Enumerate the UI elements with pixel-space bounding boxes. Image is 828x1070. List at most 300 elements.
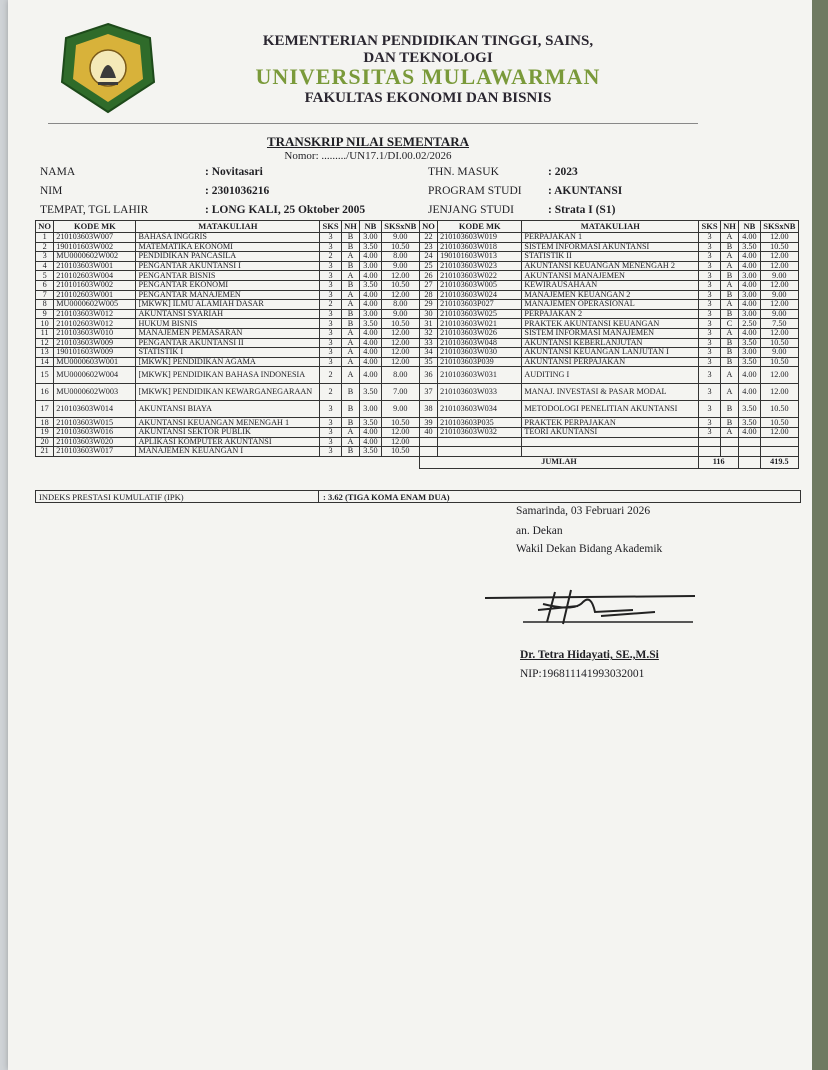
header-divider: [48, 123, 698, 124]
cell-nb: 4.00: [360, 357, 382, 367]
cell-nb: 3.00: [739, 290, 761, 300]
cell-nb: 4.00: [360, 367, 382, 384]
table-row: [36, 418, 799, 428]
cell-sks: 3: [699, 418, 721, 428]
cell-nh: C: [720, 319, 738, 329]
cell-nb: 3.00: [360, 261, 382, 271]
cell-nh: A: [341, 338, 359, 348]
cell-no: 6: [36, 280, 54, 290]
cell-matakuliah: PERPAJAKAN 1: [522, 233, 699, 243]
cell-matakuliah: MANAJEMEN KEUANGAN 2: [522, 290, 699, 300]
cell-sksxnb: 12.00: [381, 271, 419, 281]
cell-nb: 4.00: [360, 338, 382, 348]
cell-sksxnb: 12.00: [381, 338, 419, 348]
university-logo-icon: [58, 22, 158, 114]
cell-nb: 3.50: [360, 447, 382, 457]
nama-label: NAMA: [40, 166, 76, 178]
jumlah-total: 419.5: [760, 456, 798, 468]
cell-sksxnb: 10.50: [760, 418, 798, 428]
cell-nh: B: [720, 418, 738, 428]
cell-nh: A: [720, 427, 738, 437]
nim-value: : 2301036216: [205, 185, 270, 197]
cell-matakuliah: PENGANTAR EKONOMI: [136, 280, 320, 290]
cell-sksxnb: 12.00: [381, 328, 419, 338]
cell-nh: A: [720, 261, 738, 271]
cell-no: 14: [36, 357, 54, 367]
cell-matakuliah: AKUNTANSI PERPAJAKAN: [522, 357, 699, 367]
cell-nb: 4.00: [360, 252, 382, 262]
cell-sks: 3: [320, 280, 342, 290]
cell-sksxnb: 9.00: [381, 261, 419, 271]
ttl-label: TEMPAT, TGL LAHIR: [40, 204, 149, 216]
ministry-line2: DAN TEKNOLOGI: [363, 50, 493, 66]
cell-no: 17: [36, 401, 54, 418]
empty-cell: [522, 447, 699, 457]
cell-matakuliah: AKUNTANSI KEUANGAN LANJUTAN I: [522, 348, 699, 358]
cell-nb: 3.00: [739, 348, 761, 358]
table-row: [36, 319, 799, 329]
cell-nh: A: [341, 300, 359, 310]
cell-kode: 190101603W009: [54, 348, 136, 358]
cell-sksxnb: 9.00: [381, 309, 419, 319]
cell-kode: 210103603W032: [438, 427, 522, 437]
cell-no: 4: [36, 261, 54, 271]
transcript-paper: [8, 0, 814, 1070]
cell-no: 12: [36, 338, 54, 348]
cell-matakuliah: AKUNTANSI MANAJEMEN: [522, 271, 699, 281]
cell-kode: MU0000602W004: [54, 367, 136, 384]
cell-kode: 210102603W004: [54, 271, 136, 281]
cell-kode: 210103603W005: [438, 280, 522, 290]
cell-kode: 210103603W034: [438, 401, 522, 418]
cell-nb: 2.50: [739, 319, 761, 329]
cell-sks: 3: [699, 367, 721, 384]
cell-nb: 4.00: [739, 427, 761, 437]
cell-sks: 3: [320, 328, 342, 338]
cell-sksxnb: 9.00: [760, 348, 798, 358]
cell-no: 32: [419, 328, 437, 338]
cell-matakuliah: BAHASA INGGRIS: [136, 233, 320, 243]
cell-sks: 3: [699, 309, 721, 319]
cell-no: 27: [419, 280, 437, 290]
cell-nb: 3.50: [360, 418, 382, 428]
cell-no: 30: [419, 309, 437, 319]
cell-kode: 190101603W002: [54, 242, 136, 252]
cell-sks: 3: [699, 280, 721, 290]
cell-nh: B: [720, 338, 738, 348]
handwritten-signature: [483, 582, 703, 630]
cell-sks: 3: [699, 300, 721, 310]
cell-sksxnb: 12.00: [381, 357, 419, 367]
cell-sks: 2: [320, 367, 342, 384]
cell-kode: 210103603W030: [438, 348, 522, 358]
cell-sksxnb: 8.00: [381, 300, 419, 310]
cell-nh: A: [341, 290, 359, 300]
cell-kode: 210103603W022: [438, 271, 522, 281]
prodi-label: PROGRAM STUDI: [428, 185, 522, 197]
cell-nb: 3.50: [739, 357, 761, 367]
table-row: [36, 401, 799, 418]
empty-cell: [699, 437, 721, 447]
cell-sksxnb: 9.00: [760, 309, 798, 319]
cell-sksxnb: 12.00: [760, 328, 798, 338]
cell-kode: 210103603W001: [54, 261, 136, 271]
cell-no: 33: [419, 338, 437, 348]
cell-nb: 4.00: [360, 271, 382, 281]
empty-cell: [760, 437, 798, 447]
cell-sks: 3: [320, 233, 342, 243]
cell-no: 8: [36, 300, 54, 310]
cell-matakuliah: MANAJEMEN KEUANGAN I: [136, 447, 320, 457]
an-dekan: an. Dekan: [516, 525, 563, 537]
cell-sksxnb: 10.50: [381, 418, 419, 428]
cell-nh: B: [720, 271, 738, 281]
cell-matakuliah: PENGANTAR AKUNTANSI I: [136, 261, 320, 271]
cell-nb: 4.00: [739, 328, 761, 338]
cell-sksxnb: 10.50: [381, 319, 419, 329]
table-row: [36, 328, 799, 338]
cell-nh: B: [341, 319, 359, 329]
col-header: NO: [419, 221, 437, 233]
cell-nb: 4.00: [360, 300, 382, 310]
cell-sksxnb: 12.00: [381, 427, 419, 437]
table-row: [36, 261, 799, 271]
cell-sks: 3: [699, 328, 721, 338]
col-header: NO: [36, 221, 54, 233]
cell-matakuliah: MANAJEMEN PEMASARAN: [136, 328, 320, 338]
cell-matakuliah: STATISTIK II: [522, 252, 699, 262]
cell-nh: A: [720, 300, 738, 310]
cell-nb: 4.00: [360, 427, 382, 437]
cell-nh: B: [341, 280, 359, 290]
cell-kode: 210103603W018: [438, 242, 522, 252]
col-header: SKSxNB: [760, 221, 798, 233]
cell-kode: 210103603W031: [438, 367, 522, 384]
cell-nb: 3.50: [360, 384, 382, 401]
cell-sks: 3: [320, 437, 342, 447]
cell-nh: B: [341, 261, 359, 271]
cell-kode: 190101603W013: [438, 252, 522, 262]
ipk-separator: [318, 491, 319, 502]
cell-sks: 3: [699, 338, 721, 348]
ipk-value: : 3.62 (TIGA KOMA ENAM DUA): [323, 492, 450, 502]
cell-nh: B: [720, 309, 738, 319]
cell-no: 28: [419, 290, 437, 300]
cell-matakuliah: PENGANTAR MANAJEMEN: [136, 290, 320, 300]
cell-kode: 210102603W012: [54, 319, 136, 329]
cell-no: 36: [419, 367, 437, 384]
cell-nh: A: [720, 328, 738, 338]
cell-matakuliah: METODOLOGI PENELITIAN AKUNTANSI: [522, 401, 699, 418]
cell-nb: 4.00: [739, 252, 761, 262]
cell-sksxnb: 12.00: [760, 280, 798, 290]
cell-nb: 3.50: [739, 401, 761, 418]
cell-nh: B: [341, 309, 359, 319]
cell-no: 5: [36, 271, 54, 281]
cell-matakuliah: PRAKTEK PERPAJAKAN: [522, 418, 699, 428]
cell-nb: 4.00: [739, 261, 761, 271]
cell-nb: 4.00: [739, 300, 761, 310]
cell-sksxnb: 12.00: [381, 437, 419, 447]
cell-sks: 3: [699, 348, 721, 358]
cell-matakuliah: AKUNTANSI SYARIAH: [136, 309, 320, 319]
cell-kode: 210103603W015: [54, 418, 136, 428]
cell-sksxnb: 12.00: [760, 300, 798, 310]
cell-nb: 4.00: [739, 233, 761, 243]
cell-no: 25: [419, 261, 437, 271]
cell-nh: A: [720, 252, 738, 262]
col-header: NH: [341, 221, 359, 233]
cell-sks: 3: [699, 427, 721, 437]
cell-nh: A: [341, 437, 359, 447]
cell-matakuliah: AKUNTANSI KEUANGAN MENENGAH 2: [522, 261, 699, 271]
cell-sks: 3: [699, 233, 721, 243]
cell-sksxnb: 8.00: [381, 367, 419, 384]
table-row: [36, 271, 799, 281]
cell-kode: 210103603W012: [54, 309, 136, 319]
cell-matakuliah: AKUNTANSI BIAYA: [136, 401, 320, 418]
cell-nh: B: [341, 242, 359, 252]
cell-matakuliah: PERPAJAKAN 2: [522, 309, 699, 319]
col-header: MATAKULIAH: [136, 221, 320, 233]
empty-cell: [522, 437, 699, 447]
masuk-label: THN. MASUK: [428, 166, 499, 178]
cell-kode: 210103603W025: [438, 309, 522, 319]
col-header: KODE MK: [438, 221, 522, 233]
cell-matakuliah: PENGANTAR AKUNTANSI II: [136, 338, 320, 348]
jumlah-sks: 116: [699, 456, 739, 468]
cell-no: 22: [419, 233, 437, 243]
cell-kode: 210103603P039: [438, 357, 522, 367]
cell-kode: 210103603W026: [438, 328, 522, 338]
empty-cell: [760, 447, 798, 457]
cell-nb: 3.50: [360, 319, 382, 329]
cell-matakuliah: SISTEM INFORMASI AKUNTANSI: [522, 242, 699, 252]
cell-nh: A: [341, 348, 359, 358]
cell-sksxnb: 10.50: [760, 242, 798, 252]
cell-matakuliah: AKUNTANSI KEUANGAN MENENGAH 1: [136, 418, 320, 428]
university-name: UNIVERSITAS MULAWARMAN: [255, 64, 601, 89]
cell-sks: 2: [320, 300, 342, 310]
cell-nh: B: [720, 357, 738, 367]
cell-nb: 4.00: [739, 280, 761, 290]
cell-nh: B: [720, 242, 738, 252]
cell-no: 38: [419, 401, 437, 418]
cell-sks: 3: [320, 242, 342, 252]
cell-sks: 3: [699, 319, 721, 329]
cell-sks: 3: [699, 242, 721, 252]
cell-sks: 3: [320, 418, 342, 428]
masuk-value: : 2023: [548, 166, 578, 178]
empty-cell: [419, 437, 437, 447]
cell-matakuliah: MANAJ. INVESTASI & PASAR MODAL: [522, 384, 699, 401]
cell-no: 37: [419, 384, 437, 401]
cell-no: 20: [36, 437, 54, 447]
cell-nh: B: [341, 233, 359, 243]
cell-kode: 210103603W009: [54, 338, 136, 348]
cell-kode: MU0000602W003: [54, 384, 136, 401]
cell-sks: 3: [320, 357, 342, 367]
cell-kode: 210103603W033: [438, 384, 522, 401]
cell-matakuliah: [MKWK] PENDIDIKAN BAHASA INDONESIA: [136, 367, 320, 384]
jenjang-label: JENJANG STUDI: [428, 204, 514, 216]
cell-no: 21: [36, 447, 54, 457]
table-row: [36, 384, 799, 401]
cell-kode: 210103603W024: [438, 290, 522, 300]
cell-nh: A: [720, 233, 738, 243]
table-row: [36, 427, 799, 437]
place-date: Samarinda, 03 Februari 2026: [516, 505, 651, 517]
table-row: [36, 233, 799, 243]
cell-no: 39: [419, 418, 437, 428]
ipk-row: [35, 490, 801, 503]
cell-kode: MU0000603W001: [54, 357, 136, 367]
cell-sksxnb: 12.00: [760, 427, 798, 437]
cell-no: 11: [36, 328, 54, 338]
cell-kode: 210103603W019: [438, 233, 522, 243]
cell-sksxnb: 8.00: [381, 252, 419, 262]
cell-no: 31: [419, 319, 437, 329]
ipk-label: INDEKS PRESTASI KUMULATIF (IPK): [39, 492, 184, 502]
cell-sks: 3: [320, 447, 342, 457]
cell-no: 10: [36, 319, 54, 329]
document-title: TRANSKRIP NILAI SEMENTARA: [266, 134, 469, 149]
cell-nb: 3.00: [739, 271, 761, 281]
empty-cell: [699, 447, 721, 457]
cell-sksxnb: 10.50: [381, 242, 419, 252]
prodi-value: : AKUNTANSI: [548, 185, 623, 197]
cell-sks: 3: [320, 309, 342, 319]
empty-cell: [739, 456, 761, 468]
cell-sks: 3: [320, 319, 342, 329]
nama-value: : Novitasari: [205, 166, 263, 178]
cell-nh: B: [341, 418, 359, 428]
cell-sksxnb: 12.00: [760, 252, 798, 262]
cell-sks: 3: [320, 261, 342, 271]
cell-matakuliah: AKUNTANSI KEBERLANJUTAN: [522, 338, 699, 348]
table-row: [36, 338, 799, 348]
cell-no: 9: [36, 309, 54, 319]
cell-sks: 3: [699, 252, 721, 262]
faculty-name: FAKULTAS EKONOMI DAN BISNIS: [304, 90, 552, 106]
cell-sksxnb: 12.00: [760, 261, 798, 271]
cell-kode: 210103603W048: [438, 338, 522, 348]
cell-sksxnb: 9.00: [381, 233, 419, 243]
cell-matakuliah: HUKUM BISNIS: [136, 319, 320, 329]
cell-no: 3: [36, 252, 54, 262]
cell-matakuliah: APLIKASI KOMPUTER AKUNTANSI: [136, 437, 320, 447]
ttl-value: : LONG KALI, 25 Oktober 2005: [205, 204, 366, 216]
cell-matakuliah: KEWIRAUSAHAAN: [522, 280, 699, 290]
col-header: KODE MK: [54, 221, 136, 233]
cell-sksxnb: 10.50: [381, 447, 419, 457]
cell-kode: 210103603W021: [438, 319, 522, 329]
cell-nb: 4.00: [360, 328, 382, 338]
cell-no: 16: [36, 384, 54, 401]
cell-kode: 210102603W001: [54, 290, 136, 300]
cell-sks: 2: [320, 384, 342, 401]
cell-kode: 210103603W016: [54, 427, 136, 437]
signer-nip: NIP:196811141993032001: [520, 668, 645, 680]
cell-nh: A: [720, 367, 738, 384]
cell-matakuliah: AKUNTANSI SEKTOR PUBLIK: [136, 427, 320, 437]
cell-no: 19: [36, 427, 54, 437]
cell-sksxnb: 7.00: [381, 384, 419, 401]
nim-label: NIM: [40, 185, 63, 197]
table-row: [36, 280, 799, 290]
cell-sksxnb: 10.50: [760, 357, 798, 367]
table-row: [36, 367, 799, 384]
col-header: NB: [360, 221, 382, 233]
cell-no: 34: [419, 348, 437, 358]
cell-kode: 210103603W023: [438, 261, 522, 271]
cell-sksxnb: 10.50: [760, 401, 798, 418]
cell-matakuliah: [MKWK] PENDIDIKAN AGAMA: [136, 357, 320, 367]
cell-sksxnb: 9.00: [381, 401, 419, 418]
cell-nb: 3.00: [739, 309, 761, 319]
table-row: [36, 290, 799, 300]
cell-nh: B: [720, 348, 738, 358]
cell-sks: 3: [320, 338, 342, 348]
empty-cell: [720, 437, 738, 447]
table-header-row: [36, 221, 799, 233]
cell-sksxnb: 12.00: [760, 367, 798, 384]
cell-no: 7: [36, 290, 54, 300]
cell-matakuliah: AUDITING I: [522, 367, 699, 384]
col-header: NH: [720, 221, 738, 233]
cell-sksxnb: 10.50: [381, 280, 419, 290]
cell-sks: 2: [320, 252, 342, 262]
cell-kode: 210103603W007: [54, 233, 136, 243]
cell-nb: 3.50: [739, 338, 761, 348]
cell-sks: 3: [699, 290, 721, 300]
cell-no: 18: [36, 418, 54, 428]
cell-matakuliah: SISTEM INFORMASI MANAJEMEN: [522, 328, 699, 338]
cell-nh: B: [341, 384, 359, 401]
cell-nb: 3.50: [739, 418, 761, 428]
table-row: [36, 348, 799, 358]
cell-sks: 3: [699, 357, 721, 367]
cell-kode: 210103603P027: [438, 300, 522, 310]
cell-kode: 210103603P035: [438, 418, 522, 428]
cell-nh: A: [341, 252, 359, 262]
cell-sksxnb: 12.00: [760, 233, 798, 243]
cell-nb: 3.50: [360, 242, 382, 252]
cell-nb: 3.50: [360, 280, 382, 290]
cell-sks: 3: [699, 261, 721, 271]
cell-sksxnb: 12.00: [381, 348, 419, 358]
cell-nh: B: [720, 290, 738, 300]
col-header: NB: [739, 221, 761, 233]
jumlah-row: [36, 456, 799, 468]
cell-matakuliah: PENDIDIKAN PANCASILA: [136, 252, 320, 262]
empty-cell: [739, 437, 761, 447]
col-header: SKSxNB: [381, 221, 419, 233]
background-edge: [812, 0, 828, 1070]
table-row: [36, 300, 799, 310]
jumlah-label: JUMLAH: [419, 456, 698, 468]
empty-cell: [438, 437, 522, 447]
cell-matakuliah: PENGANTAR BISNIS: [136, 271, 320, 281]
empty-cell: [739, 447, 761, 457]
cell-sks: 3: [320, 271, 342, 281]
cell-no: 35: [419, 357, 437, 367]
cell-kode: 210103603W010: [54, 328, 136, 338]
cell-no: 13: [36, 348, 54, 358]
cell-kode: 210101603W002: [54, 280, 136, 290]
cell-sks: 3: [320, 401, 342, 418]
cell-nb: 4.00: [739, 384, 761, 401]
